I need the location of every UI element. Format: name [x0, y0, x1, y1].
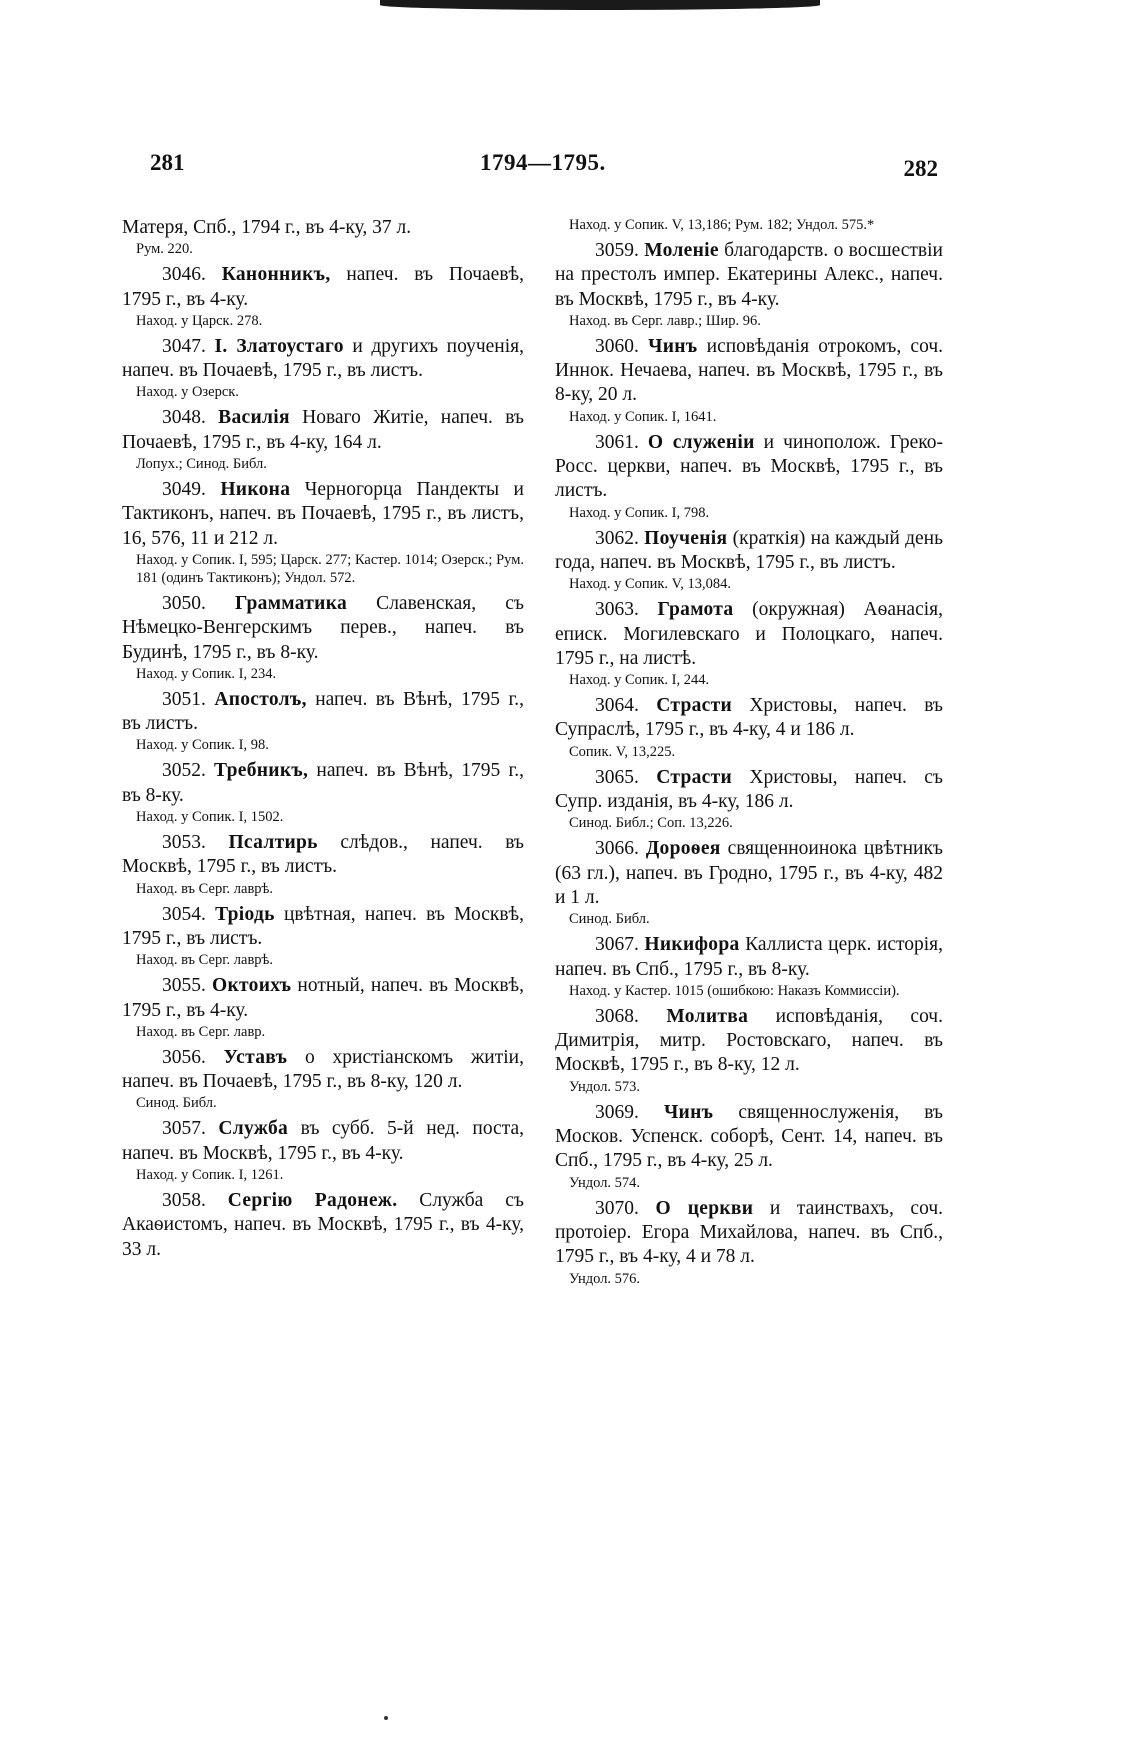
entry-continuation: Матеря, Спб., 1794 г., въ 4-ку, 37 л. — [122, 217, 412, 238]
entry-description: въ субб. 5-й нед. поста, напеч. въ Москвѣ, 1795 г., въ 4-ку. — [122, 1118, 524, 1164]
entry-source: Синод. Библ. — [569, 911, 650, 928]
catalog-entry — [555, 1005, 943, 1096]
entry-number: 3065. — [595, 766, 657, 788]
entry-description: благодарств. о восшествіи на престолъ импер. Екатерины Алекс., напеч. въ Москвѣ, 1795 г., въ 4-ку. — [555, 240, 943, 310]
entry-text — [122, 592, 524, 665]
entry-text — [122, 335, 524, 384]
entry-number: 3061. — [595, 431, 648, 453]
entry-source: Наход. у Сопик. I, 234. — [136, 665, 277, 682]
entry-title: Требникъ, — [214, 760, 309, 782]
entry-text — [555, 335, 943, 408]
catalog-entry — [555, 216, 943, 234]
entry-text — [122, 263, 524, 312]
entry-title: Октоихъ — [212, 975, 292, 997]
entry-text — [555, 1101, 943, 1174]
entry-number: 3070. — [595, 1197, 656, 1219]
entry-source: Наход. у Озерск. — [136, 384, 239, 401]
entry-title: Грамота — [657, 599, 734, 621]
entry-text — [555, 431, 943, 504]
entry-description: и чинополож. Греко-Росс. церкви, напеч. въ Москвѣ, 1795 г., въ листъ. — [555, 431, 944, 502]
entry-source: Ундол. 574. — [569, 1174, 641, 1191]
catalog-entry — [555, 335, 943, 426]
entry-description: о христіанскомъ житіи, напеч. въ Почаевѣ, 1795 г., въ 8-ку, 120 л. — [122, 1046, 524, 1093]
entry-text — [122, 831, 524, 880]
entry-description: и таинствахъ, соч. протоіер. Егора Михайлова, напеч. въ Спб., 1795 г., въ 4-ку, 4 и 78 л. — [555, 1197, 943, 1268]
entry-title: Василія — [218, 407, 290, 429]
entry-description: (краткія) на каждый день года, напеч. въ Москвѣ, 1795 г., въ листъ. — [555, 527, 944, 573]
catalog-entry — [555, 1197, 943, 1288]
catalog-entry — [555, 239, 943, 330]
entry-source: Наход. у Сопик. I, 98. — [136, 737, 269, 754]
entry-description: священноинока цвѣтникъ (63 гл.), напеч. въ Гродно, 1795 г., въ 4-ку, 482 и 1 л. — [555, 838, 943, 908]
entry-description: слѣдов., напеч. въ Москвѣ, 1795 г., въ листъ. — [122, 832, 525, 878]
catalog-entry — [555, 431, 943, 522]
entry-text — [555, 1005, 943, 1078]
right-column — [555, 216, 943, 1293]
entry-number: 3054. — [162, 903, 216, 925]
entry-source: Наход. у Кастер. 1015 (ошибкою: Наказъ Коммиссіи). — [569, 982, 900, 999]
running-title-years: 1794—1795. — [480, 150, 606, 175]
catalog-entry — [555, 837, 943, 928]
entry-number: 3066. — [595, 838, 646, 860]
entry-description: священнослуженія, въ Москов. Успенск. соборѣ, Сент. 14, напеч. въ Спб., 1795 г., въ 4-ку, 25 л. — [555, 1101, 944, 1172]
catalog-entry — [122, 903, 524, 970]
entry-title: Чинъ — [648, 335, 698, 357]
catalog-entry — [122, 831, 524, 898]
entry-title: Чинъ — [663, 1101, 714, 1123]
entry-number: 3050. — [162, 592, 236, 614]
entry-description: Христовы, напеч. съ Супр. изданія, въ 4-ку, 186 л. — [555, 766, 944, 813]
entry-text — [122, 1189, 524, 1262]
entry-number: 3057. — [162, 1118, 219, 1140]
entry-title: Тріодь — [215, 903, 275, 925]
entry-source: Синод. Библ.; Соп. 13,226. — [569, 815, 733, 832]
left-column — [122, 216, 524, 1267]
entry-number: 3060. — [595, 335, 649, 357]
entry-text — [555, 694, 943, 743]
entry-description: Христовы, напеч. въ Супраслѣ, 1795 г., въ 4-ку, 4 и 186 л. — [555, 695, 944, 741]
entry-title: Моленіе — [644, 240, 719, 261]
page-number-right: 282 — [903, 156, 938, 181]
entry-source: Наход. въ Серг. лаврѣ. — [136, 952, 274, 969]
entry-source: Ундол. 576. — [569, 1270, 641, 1287]
entry-number: 3064. — [595, 695, 657, 717]
entry-number: 3051. — [162, 688, 215, 710]
entry-title: Дороѳея — [645, 838, 721, 860]
entry-source: Ундол. 573. — [569, 1078, 641, 1095]
entry-description: нотный, напеч. въ Москвѣ, 1795 г., въ 4-ку. — [122, 975, 524, 1021]
catalog-entry — [122, 263, 524, 330]
entry-text — [122, 1117, 524, 1166]
catalog-entry — [555, 694, 943, 761]
entry-text — [555, 598, 943, 671]
entry-source: Наход. у Царск. 278. — [136, 312, 263, 329]
entry-text — [122, 1046, 524, 1095]
entry-description: исповѣданія, соч. Димитрія, митр. Ростовскаго, напеч. въ Москвѣ, 1795 г., въ 8-ку, 12 л. — [555, 1005, 943, 1076]
catalog-entry — [122, 1117, 524, 1184]
entry-description: напеч. въ Вѣнѣ, 1795 г., въ 8-ку. — [122, 760, 525, 806]
entry-description: напеч. въ Вѣнѣ, 1795 г., въ листъ. — [122, 688, 525, 735]
entry-title: Канонникъ, — [221, 264, 331, 286]
entry-source: Наход. у Сопик. V, 13,084. — [569, 576, 732, 593]
page-number-left: 281 — [150, 150, 185, 175]
entry-title: Уставъ — [223, 1046, 288, 1068]
entry-text — [122, 406, 524, 455]
entry-text — [555, 766, 943, 815]
entry-text — [122, 478, 524, 551]
entry-number: 3046. — [162, 264, 222, 286]
entry-text — [122, 903, 524, 952]
entry-source: Наход. у Сопик. V, 13,186; Рум. 182; Ундол. 575.* — [569, 217, 875, 233]
entry-description: напеч. въ Почаевѣ, 1795 г., въ 4-ку. — [122, 264, 525, 310]
catalog-entry — [122, 478, 524, 587]
catalog-entry — [122, 406, 524, 473]
entry-description: Каллиста церк. исторія, напеч. въ Спб., 1795 г., въ 8-ку. — [555, 934, 944, 980]
catalog-entry — [122, 216, 524, 258]
catalog-entry — [122, 1189, 524, 1262]
entry-description: Служба съ Акаѳистомъ, напеч. въ Москвѣ, 1795 г., въ 4-ку, 33 л. — [122, 1190, 524, 1260]
entry-number: 3068. — [595, 1005, 667, 1027]
entry-title: Поученія — [644, 527, 728, 549]
entry-description: Новаго Житіе, напеч. въ Почаевѣ, 1795 г., въ 4-ку, 164 л. — [122, 407, 524, 453]
entry-title: Никона — [220, 479, 291, 501]
entry-title: Никифора — [644, 934, 740, 956]
entry-source: Наход. у Сопик. I, 798. — [569, 504, 710, 521]
entry-description: исповѣданія отрокомъ, соч. Иннок. Нечаева, напеч. въ Москвѣ, 1795 г., въ 8-ку, 20 л. — [555, 335, 944, 406]
entry-number: 3059. — [595, 240, 645, 261]
catalog-entry — [555, 933, 943, 1000]
entry-number: 3058. — [162, 1190, 228, 1212]
entry-description: и другихъ поученія, напеч. въ Почаевѣ, 1795 г., въ листъ. — [122, 335, 524, 382]
entry-title: I. Златоустаго — [214, 335, 344, 357]
entry-source: Наход. въ Серг. лавр.; Шир. 96. — [569, 312, 761, 329]
entry-title: Сергію Радонеж. — [227, 1190, 398, 1212]
entry-number: 3053. — [162, 832, 229, 854]
catalog-entry — [122, 592, 524, 683]
entry-title: Служба — [218, 1118, 289, 1140]
page-header — [150, 150, 938, 190]
entry-description: Черногорца Пандекты и Тактиконъ, напеч. въ Почаевѣ, 1795 г., въ листъ, 16, 576, 11 и 212 л. — [122, 479, 524, 549]
entry-description: (окружная) Аѳанасія, еписк. Могилевскаго и Полоцкаго, напеч. 1795 г., на листѣ. — [555, 599, 943, 669]
entry-description: Славенская, съ Нѣмецко-Венгерскимъ перев., напеч. въ Будинѣ, 1795 г., въ 8-ку. — [122, 592, 524, 663]
entry-text — [555, 527, 943, 576]
entry-source: Синод. Библ. — [136, 1095, 217, 1112]
catalog-entry — [122, 688, 524, 755]
entry-source: Лопух.; Синод. Библ. — [136, 456, 267, 473]
entry-title: О служеніи — [647, 431, 755, 453]
entry-number: 3069. — [595, 1101, 664, 1123]
entry-title: Псалтирь — [228, 832, 318, 854]
entry-number: 3063. — [595, 599, 658, 621]
entry-text — [555, 239, 943, 312]
entry-title: О церкви — [655, 1197, 754, 1219]
entry-text — [122, 759, 524, 808]
entry-source: Наход. у Сопик. I, 595; Царск. 277; Кастер. 1014; Озерск.; Рум. 181 (одинъ Тактиконъ); Ундол. 572. — [136, 551, 524, 586]
entry-text — [555, 837, 943, 910]
entry-source: Рум. 220. — [136, 241, 193, 258]
entry-title: Страсти — [656, 766, 733, 788]
entry-number: 3056. — [162, 1046, 224, 1068]
entry-number: 3047. — [162, 335, 215, 357]
catalog-entry — [122, 1046, 524, 1113]
entry-number: 3052. — [162, 760, 215, 782]
entry-source: Наход. у Сопик. I, 244. — [569, 672, 710, 689]
entry-description: цвѣтная, напеч. въ Москвѣ, 1795 г., въ листъ. — [122, 903, 524, 949]
catalog-entry — [555, 527, 943, 594]
entry-source: Наход. у Сопик. I, 1641. — [569, 408, 717, 425]
entry-title: Грамматика — [235, 592, 348, 614]
entry-number: 3067. — [595, 934, 645, 956]
entry-source: Наход. въ Серг. лаврѣ. — [136, 880, 274, 897]
entry-title: Молитва — [666, 1005, 749, 1027]
catalog-entry — [122, 974, 524, 1041]
entry-title: Страсти — [656, 695, 733, 717]
entry-source: Наход. у Сопик. I, 1261. — [136, 1167, 284, 1184]
catalog-entry — [555, 1101, 943, 1192]
entry-source: Наход. въ Серг. лавр. — [136, 1023, 266, 1040]
entry-number: 3048. — [162, 407, 219, 429]
scan-speck — [384, 1716, 388, 1720]
entry-text — [122, 688, 524, 737]
catalog-entry — [555, 766, 943, 833]
entry-text — [555, 933, 943, 982]
entry-title: Апостолъ, — [214, 688, 307, 710]
entry-text — [555, 1197, 943, 1270]
entry-number: 3062. — [595, 527, 645, 549]
catalog-entry — [555, 598, 943, 689]
entry-number: 3055. — [162, 975, 213, 997]
entry-source: Наход. у Сопик. I, 1502. — [136, 809, 284, 826]
entry-number: 3049. — [162, 479, 221, 501]
scan-edge-mark — [380, 0, 820, 10]
catalog-entry — [122, 759, 524, 826]
entry-source: Сопик. V, 13,225. — [569, 743, 676, 760]
entry-text — [122, 974, 524, 1023]
catalog-entry — [122, 335, 524, 402]
